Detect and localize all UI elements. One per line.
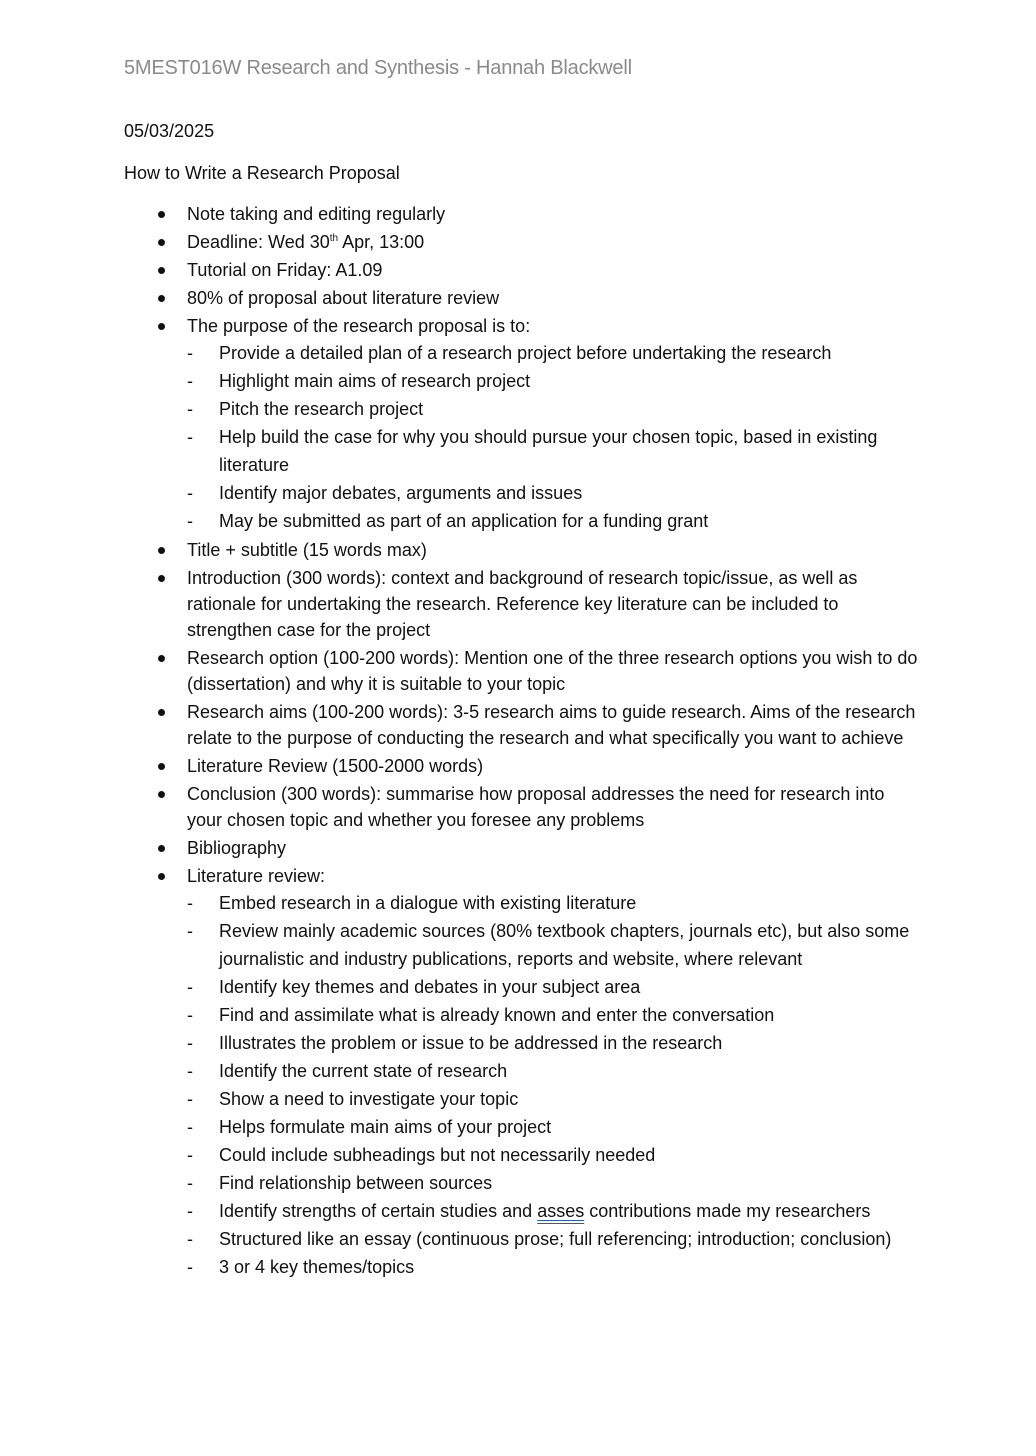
- list-item: [124, 699, 924, 751]
- sub-item-text: May be submitted as part of an application for a funding grant: [219, 511, 709, 531]
- dash-marker: -: [187, 427, 193, 447]
- sub-list-item: [187, 423, 924, 479]
- sub-item-text: 3 or 4 key themes/topics: [219, 1257, 415, 1277]
- sub-list-item: [187, 1169, 924, 1197]
- list-item: [124, 781, 924, 833]
- sub-item-text: Find and assimilate what is already known and enter the conversation: [219, 1005, 775, 1025]
- dash-marker: -: [187, 921, 193, 941]
- list-item: [124, 313, 924, 535]
- bullet-icon: [158, 267, 165, 274]
- sub-item-text: Identify key themes and debates in your subject area: [219, 977, 641, 997]
- sub-item-text: Identify strengths of certain studies and: [219, 1201, 538, 1221]
- section-heading: How to Write a Research Proposal: [124, 163, 400, 183]
- superscript: th: [329, 233, 339, 244]
- sub-list-item: [187, 339, 924, 367]
- bullet-icon: [158, 575, 165, 582]
- sub-item-text: Find relationship between sources: [219, 1173, 493, 1193]
- dash-marker: -: [187, 1089, 193, 1109]
- sub-list-item: [187, 507, 924, 535]
- sub-item-text: Highlight main aims of research project: [219, 371, 531, 391]
- bullet-text: Tutorial on Friday: A1.09: [187, 260, 383, 280]
- bullet-text: Literature Review (1500-2000 words): [187, 756, 484, 776]
- sub-list-item: [187, 1197, 924, 1225]
- dash-marker: -: [187, 1005, 193, 1025]
- dash-marker: -: [187, 1173, 193, 1193]
- sub-list-item: [187, 1141, 924, 1169]
- sub-item-text: contributions made my researchers: [584, 1201, 871, 1221]
- bullet-icon: [158, 763, 165, 770]
- dash-marker: -: [187, 483, 193, 503]
- list-item: [124, 257, 924, 283]
- sub-item-text: Illustrates the problem or issue to be addressed in the research: [219, 1033, 723, 1053]
- bullet-text: Bibliography: [187, 838, 287, 858]
- list-item: [124, 229, 924, 255]
- sub-item-text: Show a need to investigate your topic: [219, 1089, 519, 1109]
- bullet-icon: [158, 709, 165, 716]
- sub-list-item: [187, 479, 924, 507]
- date-line: 05/03/2025: [124, 121, 215, 141]
- dash-marker: -: [187, 1257, 193, 1277]
- list-item: [124, 863, 924, 1281]
- list-item: [124, 537, 924, 563]
- sub-item-text: Pitch the research project: [219, 399, 424, 419]
- bullet-text: Research aims (100-200 words): 3-5 research aims to guide research. Aims of the research relate to the purpose of conducting the research and what specifically you want to achieve: [187, 702, 916, 748]
- dash-marker: -: [187, 1117, 193, 1137]
- list-item: [124, 201, 924, 227]
- bullet-icon: [158, 211, 165, 218]
- sub-list-item: [187, 917, 924, 973]
- dash-marker: -: [187, 1229, 193, 1249]
- bullet-text: Introduction (300 words): context and background of research topic/issue, as well as rationale for undertaking the research. Reference key literature can be included to strengthen case for the project: [187, 568, 858, 640]
- sub-item-text: Structured like an essay (continuous prose; full referencing; introduction; conclusion): [219, 1229, 892, 1249]
- sub-item-text: Could include subheadings but not necessarily needed: [219, 1145, 656, 1165]
- dash-marker: -: [187, 399, 193, 419]
- sub-list-item: [187, 973, 924, 1001]
- bullet-text: Deadline: Wed 30: [187, 232, 330, 252]
- bullet-icon: [158, 845, 165, 852]
- sub-list-item: [187, 1029, 924, 1057]
- dash-marker: -: [187, 1033, 193, 1053]
- sub-list: [187, 889, 924, 1281]
- sub-item-text: Review mainly academic sources (80% textbook chapters, journals etc), but also some journalistic and industry publications, reports and website, where relevant: [219, 921, 910, 969]
- sub-list-item: [187, 1113, 924, 1141]
- bullet-text: Note taking and editing regularly: [187, 204, 446, 224]
- list-item: [124, 565, 924, 643]
- sub-item-text: Embed research in a dialogue with existing literature: [219, 893, 637, 913]
- dash-marker: -: [187, 977, 193, 997]
- dash-marker: -: [187, 343, 193, 363]
- bullet-text: Literature review:: [187, 866, 326, 886]
- sub-item-text: Identify the current state of research: [219, 1061, 508, 1081]
- bullet-icon: [158, 547, 165, 554]
- bullet-icon: [158, 323, 165, 330]
- sub-list-item: [187, 395, 924, 423]
- sub-list: [187, 339, 924, 535]
- spelling-error-word[interactable]: asses: [537, 1201, 585, 1221]
- bullet-text: 80% of proposal about literature review: [187, 288, 500, 308]
- bullet-icon: [158, 655, 165, 662]
- sub-list-item: [187, 1057, 924, 1085]
- document-page: [124, 55, 924, 1283]
- bullet-list: [124, 201, 924, 1281]
- page-header: 5MEST016W Research and Synthesis - Hannah Blackwell: [124, 57, 632, 79]
- sub-item-text: Help build the case for why you should pursue your chosen topic, based in existing literature: [219, 427, 878, 475]
- list-item: [124, 753, 924, 779]
- sub-list-item: [187, 367, 924, 395]
- sub-list-item: [187, 1253, 924, 1281]
- dash-marker: -: [187, 1061, 193, 1081]
- bullet-icon: [158, 873, 165, 880]
- dash-marker: -: [187, 511, 193, 531]
- sub-item-text: Identify major debates, arguments and issues: [219, 483, 583, 503]
- list-item: [124, 835, 924, 861]
- bullet-text: The purpose of the research proposal is to:: [187, 316, 531, 336]
- bullet-text: Apr, 13:00: [338, 232, 425, 252]
- dash-marker: -: [187, 1145, 193, 1165]
- sub-item-text: Helps formulate main aims of your project: [219, 1117, 552, 1137]
- sub-list-item: [187, 1085, 924, 1113]
- dash-marker: -: [187, 1201, 193, 1221]
- bullet-icon: [158, 295, 165, 302]
- dash-marker: -: [187, 371, 193, 391]
- list-item: [124, 645, 924, 697]
- bullet-text: Conclusion (300 words): summarise how proposal addresses the need for research into your chosen topic and whether you foresee any problems: [187, 784, 885, 830]
- bullet-text: Research option (100-200 words): Mention one of the three research options you wish to do (dissertation) and why it is suitable to your topic: [187, 648, 918, 694]
- sub-list-item: [187, 1225, 924, 1253]
- sub-list-item: [187, 1001, 924, 1029]
- bullet-icon: [158, 791, 165, 798]
- bullet-icon: [158, 239, 165, 246]
- bullet-text: Title + subtitle (15 words max): [187, 540, 427, 560]
- sub-item-text: Provide a detailed plan of a research project before undertaking the research: [219, 343, 832, 363]
- dash-marker: -: [187, 893, 193, 913]
- list-item: [124, 285, 924, 311]
- sub-list-item: [187, 889, 924, 917]
